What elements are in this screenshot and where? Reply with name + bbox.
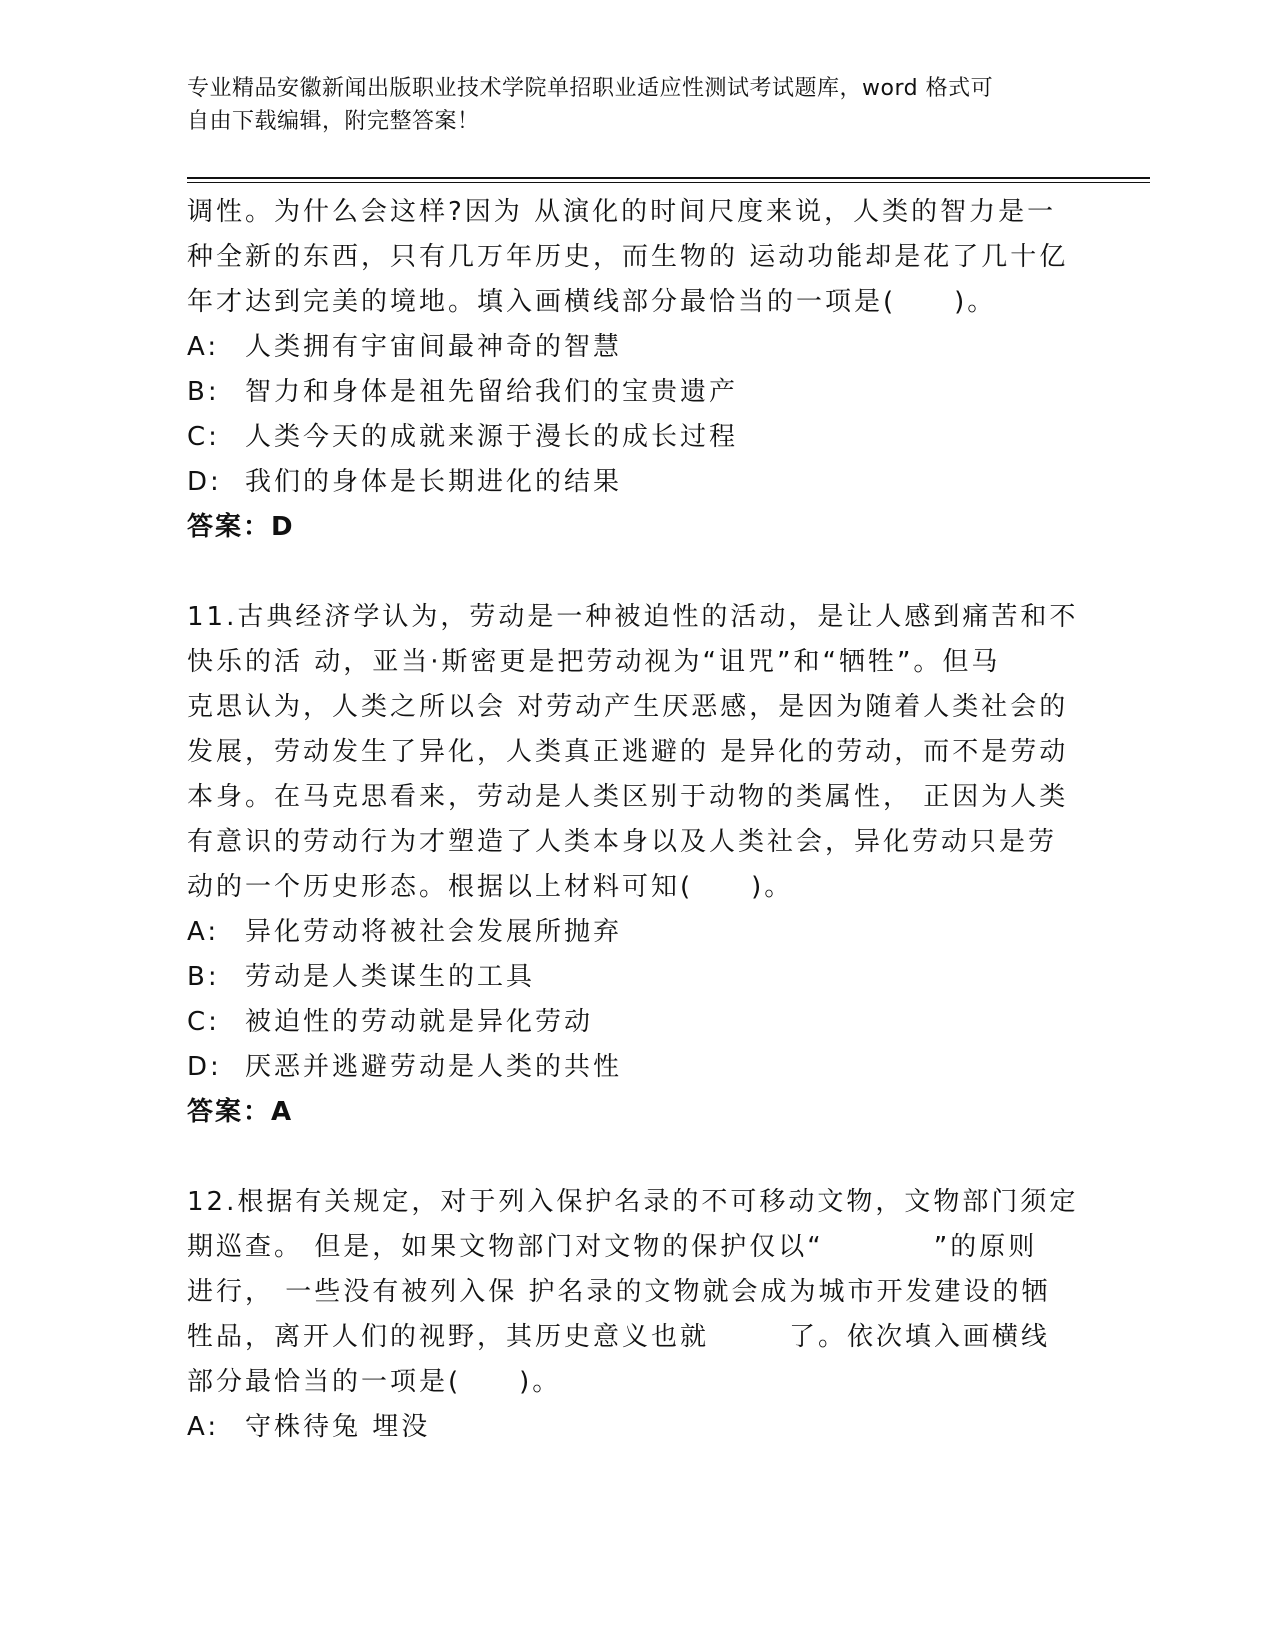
question-stem-line: 有意识的劳动行为才塑造了人类本身以及人类社会，异化劳动只是劳	[187, 827, 1058, 857]
question-stem-line: 克思认为，人类之所以会 对劳动产生厌恶感，是因为随着人类社会的	[187, 692, 1069, 722]
question-10	[187, 190, 1087, 550]
option-c: C: 被迫性的劳动就是异化劳动	[187, 1007, 594, 1037]
question-stem-line: 种全新的东西，只有几万年历史，而生物的 运动功能却是花了几十亿	[187, 242, 1069, 272]
spacer	[187, 550, 1087, 595]
question-stem-line: 牲品，离开人们的视野，其历史意义也就 了。依次填入画横线	[187, 1322, 1051, 1352]
header-line-2: 自由下载编辑，附完整答案！	[187, 109, 480, 134]
question-stem-line: 年才达到完美的境地。填入画横线部分最恰当的一项是( )。	[187, 287, 997, 317]
question-stem-line: 部分最恰当的一项是( )。	[187, 1367, 562, 1397]
question-stem-line: 快乐的活 动，亚当·斯密更是把劳动视为“诅咒”和“牺牲”。但马	[187, 647, 1001, 677]
question-stem-line: 发展，劳动发生了异化，人类真正逃避的 是异化的劳动，而不是劳动	[187, 737, 1069, 767]
option-a: A: 守株待兔 埋没	[187, 1412, 431, 1442]
question-stem-line: 动的一个历史形态。根据以上材料可知( )。	[187, 872, 794, 902]
option-d: D: 我们的身体是长期进化的结果	[187, 467, 623, 497]
question-11	[187, 595, 1087, 1135]
question-12	[187, 1180, 1087, 1450]
question-stem-line: 进行， 一些没有被列入保 护名录的文物就会成为城市开发建设的牺	[187, 1277, 1051, 1307]
page-header	[187, 72, 1067, 138]
option-a: A: 异化劳动将被社会发展所抛弃	[187, 917, 623, 947]
question-stem-line: 12.根据有关规定，对于列入保护名录的不可移动文物，文物部门须定	[187, 1187, 1079, 1217]
spacer	[187, 1135, 1087, 1180]
question-stem-line: 本身。在马克思看来，劳动是人类区别于动物的类属性， 正因为人类	[187, 782, 1069, 812]
question-stem-line: 期巡查。 但是，如果文物部门对文物的保护仅以“ ”的原则	[187, 1232, 1038, 1262]
question-content	[187, 190, 1087, 1450]
option-c: C: 人类今天的成就来源于漫长的成长过程	[187, 422, 739, 452]
question-stem-line: 调性。为什么会这样?因为 从演化的时间尺度来说，人类的智力是一	[187, 197, 1057, 227]
option-d: D: 厌恶并逃避劳动是人类的共性	[187, 1052, 623, 1082]
header-divider-thick	[187, 177, 1150, 179]
option-a: A: 人类拥有宇宙间最神奇的智慧	[187, 332, 623, 362]
header-line-1: 专业精品安徽新闻出版职业技术学院单招职业适应性测试考试题库，word 格式可	[187, 76, 994, 101]
answer-line: 答案：D	[187, 512, 295, 542]
option-b: B: 劳动是人类谋生的工具	[187, 962, 536, 992]
question-stem-line: 11.古典经济学认为，劳动是一种被迫性的活动，是让人感到痛苦和不	[187, 602, 1079, 632]
answer-line: 答案：A	[187, 1097, 294, 1127]
header-divider-thin	[187, 182, 1150, 183]
option-b: B: 智力和身体是祖先留给我们的宝贵遗产	[187, 377, 739, 407]
